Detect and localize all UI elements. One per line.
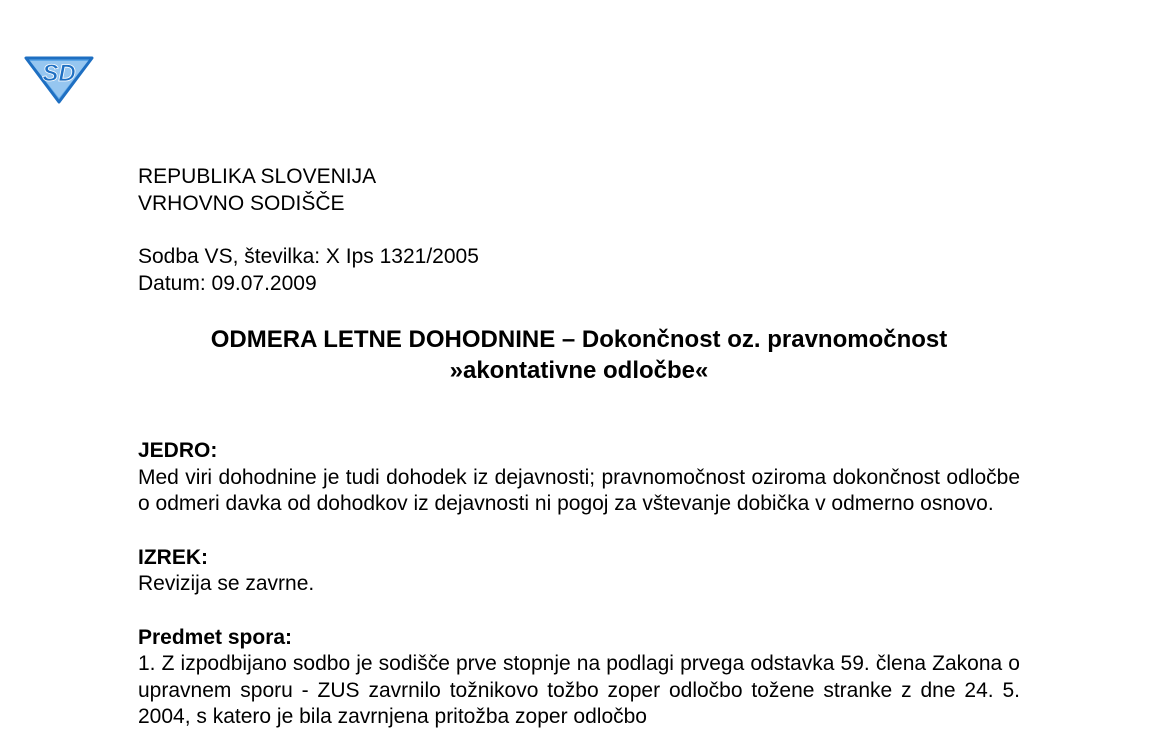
header-republic: REPUBLIKA SLOVENIJA: [138, 165, 377, 188]
title-line-1: ODMERA LETNE DOHODNINE – Dokončnost oz. pravnomočnost: [210, 326, 948, 353]
jedro-heading: JEDRO:: [138, 439, 218, 462]
title-line-2: »akontativne odločbe«: [449, 357, 709, 384]
court-emblem-icon: [22, 48, 96, 104]
case-number: Sodba VS, številka: X Ips 1321/2005: [138, 245, 479, 268]
document-title: [138, 324, 1020, 386]
jedro-text: Med viri dohodnine je tudi dohodek iz dejavnosti; pravnomočnost oziroma dokončnost odločbe o odmeri davka od dohodkov iz dejavnosti ni pogoj za vštevanje dobička v odmerno osnovo.: [138, 465, 1020, 515]
decision-date: Datum: 09.07.2009: [138, 271, 317, 295]
izrek-heading: IZREK:: [138, 545, 208, 569]
court-logo: [22, 48, 96, 104]
izrek-text: Revizija se zavrne.: [138, 572, 315, 595]
predmet-heading: Predmet spora:: [138, 625, 293, 649]
svg-text:SD: SD: [42, 60, 76, 87]
document-body: [138, 164, 1020, 731]
header-court: VRHOVNO SODIŠČE: [138, 191, 345, 215]
predmet-text: 1. Z izpodbijano sodbo je sodišče prve stopnje na podlagi prvega odstavka 59. člena Zakona o upravnem sporu - ZUS zavrnilo tožnikovo tožbo zoper odločbo tožene stranke z dne 24. 5. 2004, s katero je bila zavrnjena pritožba zoper odločbo: [138, 652, 1020, 728]
